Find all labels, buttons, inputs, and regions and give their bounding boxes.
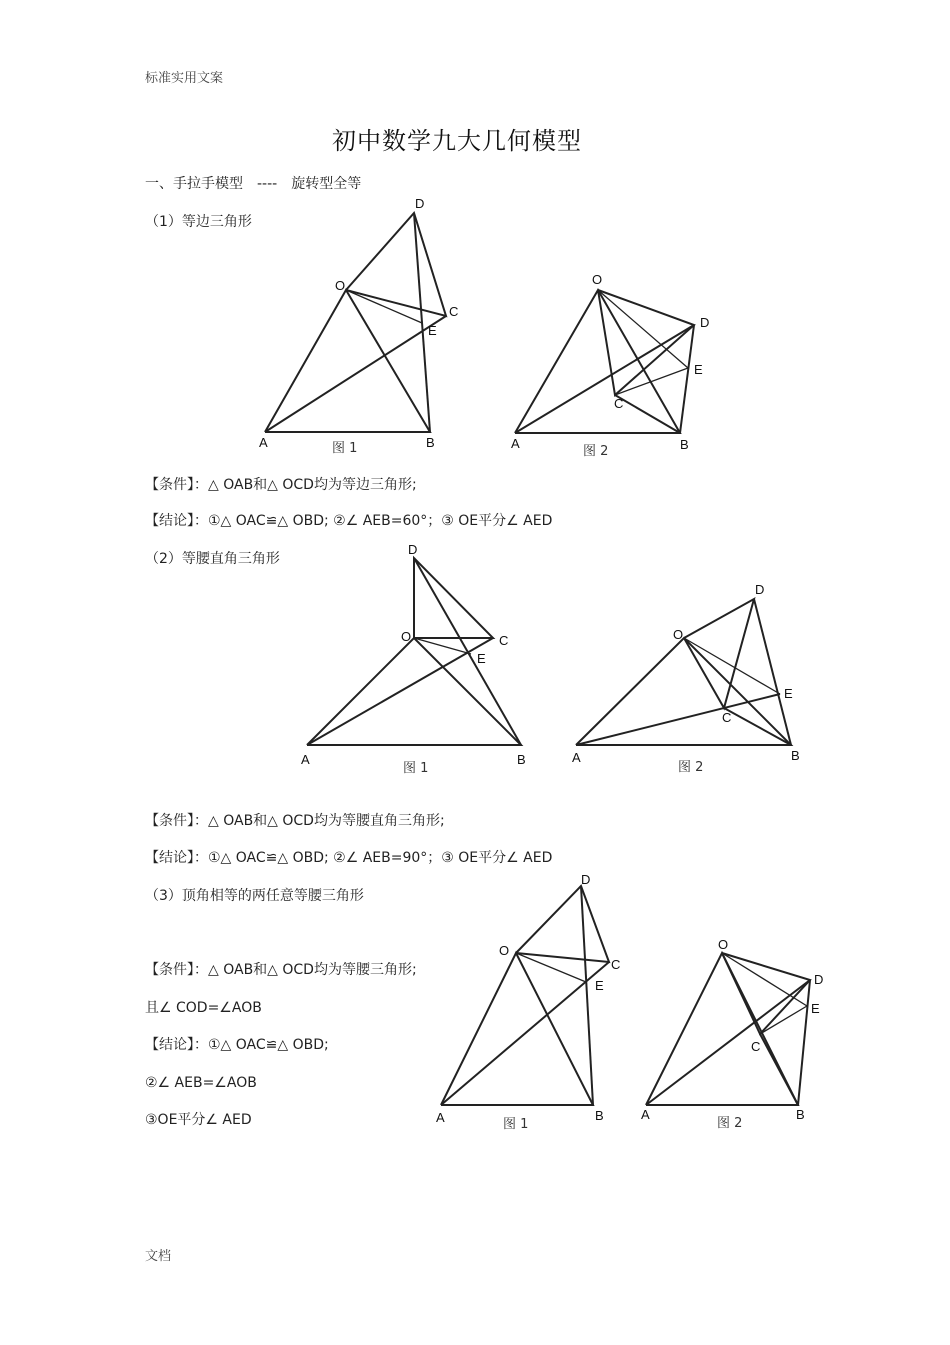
part2-conclusion: 【结论】：①△ OAC≌△ OBD; ②∠ AEB=90°；③ OE平分∠ AED: [145, 850, 553, 866]
page-footer: 文档: [145, 1249, 172, 1264]
part2-condition: 【条件】：△ OAB和△ OCD均为等腰直角三角形;: [145, 813, 445, 829]
figure-caption: 图 1: [503, 1117, 529, 1132]
part3-conclusion-3: ③OE平分∠ AED: [145, 1112, 252, 1128]
label-C: C: [614, 396, 624, 411]
label-A: A: [436, 1110, 445, 1125]
label-C: C: [751, 1039, 761, 1054]
label-O: O: [592, 272, 603, 287]
part3-condition: 【条件】：△ OAB和△ OCD均为等腰三角形;: [145, 962, 417, 978]
label-O: O: [718, 937, 729, 952]
label-D: D: [408, 542, 418, 557]
figure-equilateral-2: [511, 272, 709, 459]
label-B: B: [791, 748, 800, 763]
part2-subtitle: （2）等腰直角三角形: [145, 551, 280, 567]
label-C: C: [499, 633, 509, 648]
part3-conclusion-2: ②∠ AEB=∠AOB: [145, 1075, 257, 1091]
figure-right-isosceles-2: [572, 582, 800, 775]
label-O: O: [499, 943, 510, 958]
figure-caption: 图 2: [583, 444, 609, 459]
label-C: C: [611, 957, 621, 972]
label-E: E: [595, 978, 604, 993]
label-D: D: [755, 582, 765, 597]
figure-caption: 图 1: [403, 761, 429, 776]
label-D: D: [581, 872, 591, 887]
label-O: O: [673, 627, 684, 642]
label-B: B: [517, 752, 526, 767]
part3-subtitle: （3）顶角相等的两任意等腰三角形: [145, 888, 364, 904]
label-B: B: [426, 435, 435, 450]
label-D: D: [700, 315, 710, 330]
figure-caption: 图 2: [678, 760, 704, 775]
label-D: D: [814, 972, 824, 987]
part1-conclusion: 【结论】：①△ OAC≌△ OBD; ②∠ AEB=60°；③ OE平分∠ AED: [145, 513, 553, 529]
label-O: O: [401, 629, 412, 644]
part3-conclusion-1: 【结论】：①△ OAC≌△ OBD;: [145, 1037, 329, 1053]
label-E: E: [428, 323, 437, 338]
section-heading: 一、手拉手模型 ---- 旋转型全等: [145, 176, 362, 192]
figure-caption: 图 1: [332, 441, 358, 456]
label-A: A: [511, 436, 520, 451]
label-C: C: [449, 304, 459, 319]
label-E: E: [694, 362, 703, 377]
label-B: B: [796, 1107, 805, 1122]
figure-equilateral-1: [259, 196, 458, 456]
label-D: D: [415, 196, 425, 211]
label-A: A: [572, 750, 581, 765]
label-O: O: [335, 278, 346, 293]
label-A: A: [259, 435, 268, 450]
figure-isosceles-1: [436, 872, 620, 1132]
label-E: E: [784, 686, 793, 701]
page-title: 初中数学九大几何模型: [332, 127, 582, 155]
label-A: A: [301, 752, 310, 767]
label-A: A: [641, 1107, 650, 1122]
label-B: B: [680, 437, 689, 452]
label-B: B: [595, 1108, 604, 1123]
label-E: E: [811, 1001, 820, 1016]
part1-subtitle: （1）等边三角形: [145, 214, 252, 230]
part1-condition: 【条件】：△ OAB和△ OCD均为等边三角形;: [145, 477, 417, 493]
label-C: C: [722, 710, 732, 725]
part3-extra-condition: 且∠ COD=∠AOB: [145, 1000, 262, 1016]
figure-caption: 图 2: [717, 1116, 743, 1131]
figure-isosceles-2: [641, 937, 823, 1131]
page-header: 标准实用文案: [145, 71, 224, 86]
figure-right-isosceles-1: [301, 542, 526, 776]
label-E: E: [477, 651, 486, 666]
